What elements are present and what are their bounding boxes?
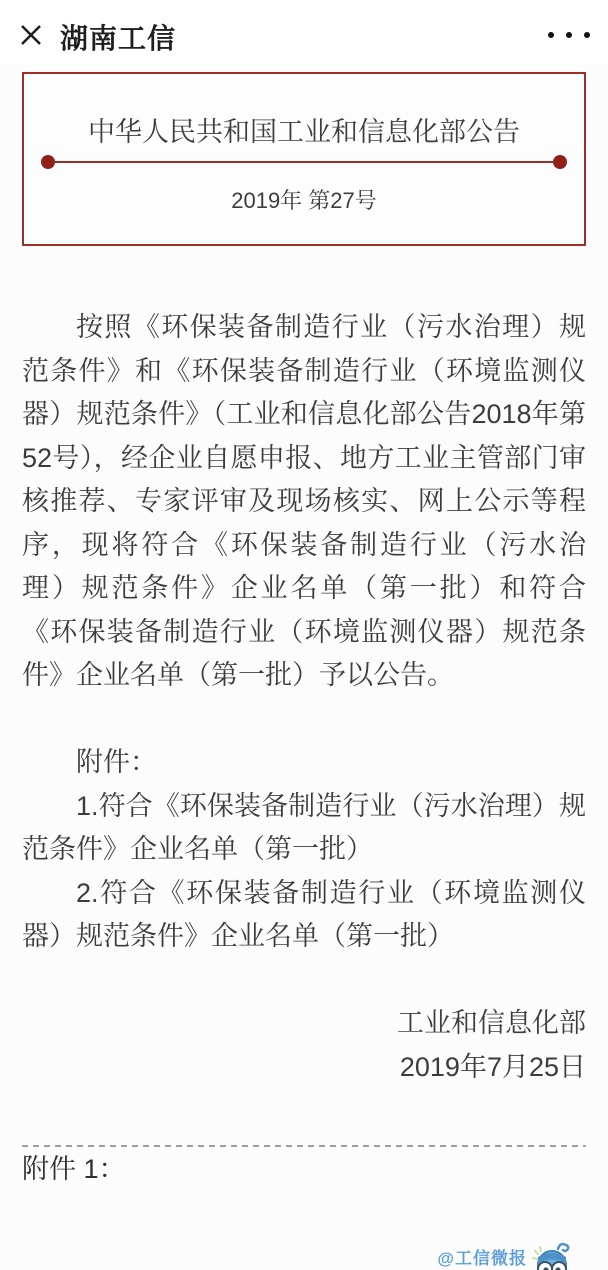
announcement-header-box (22, 72, 586, 246)
dashed-divider (22, 1145, 586, 1147)
top-bar (0, 0, 608, 64)
spacer (22, 959, 586, 1003)
spacer (22, 698, 586, 742)
article-line: 按照《环保装备制造行业（污水治理）规 (76, 312, 586, 342)
gongxin-mascot-icon (530, 1241, 576, 1270)
article-line: 52号），经企业自愿申报、地方工业主管部门审 (22, 442, 586, 473)
attachment-1-label: 附件 1： (22, 1154, 126, 1184)
announcement-title: 中华人民共和国工业和信息化部公告 (88, 117, 520, 147)
close-icon[interactable] (16, 20, 46, 50)
article-line: 序，现将符合《环保装备制造行业（污水治 (22, 529, 586, 560)
article-line: 《环保装备制造行业（环境监测仪器）规范条 (22, 616, 586, 647)
attachment-item-line: 范条件》企业名单（第一批） (22, 834, 373, 864)
announcement-body (22, 306, 586, 1089)
watermark-text: @工信微报 (437, 1248, 527, 1268)
article-line: 核推荐、专家评审及现场核实、网上公示等程 (22, 486, 586, 516)
watermark (437, 1241, 576, 1270)
more-menu-icon[interactable] (548, 28, 590, 42)
attachments-heading: 附件： (76, 747, 157, 777)
signature: 工业和信息化部 (397, 1008, 586, 1038)
attachment-item-line: 2.符合《环保装备制造行业（环境监测仪 (76, 877, 586, 908)
article-line: 件》企业名单（第一批）予以公告。 (22, 660, 454, 690)
page-title: 湖南工信 (60, 23, 177, 54)
article-line: 理）规范条件》企业名单（第一批）和符合 (22, 573, 586, 603)
article-line: 器）规范条件》（工业和信息化部公告2018年第 (22, 399, 586, 429)
attachment-item-line: 器）规范条件》企业名单（第一批） (22, 921, 454, 951)
announcement-issue-number: 2019年 第27号 (231, 188, 377, 213)
article-line: 范条件》和《环保装备制造行业（环境监测仪 (22, 355, 586, 386)
signature-date: 2019年7月25日 (399, 1051, 586, 1082)
decorative-rule (48, 161, 560, 163)
attachment-item-line: 1.符合《环保装备制造行业（污水治理）规 (76, 790, 586, 821)
